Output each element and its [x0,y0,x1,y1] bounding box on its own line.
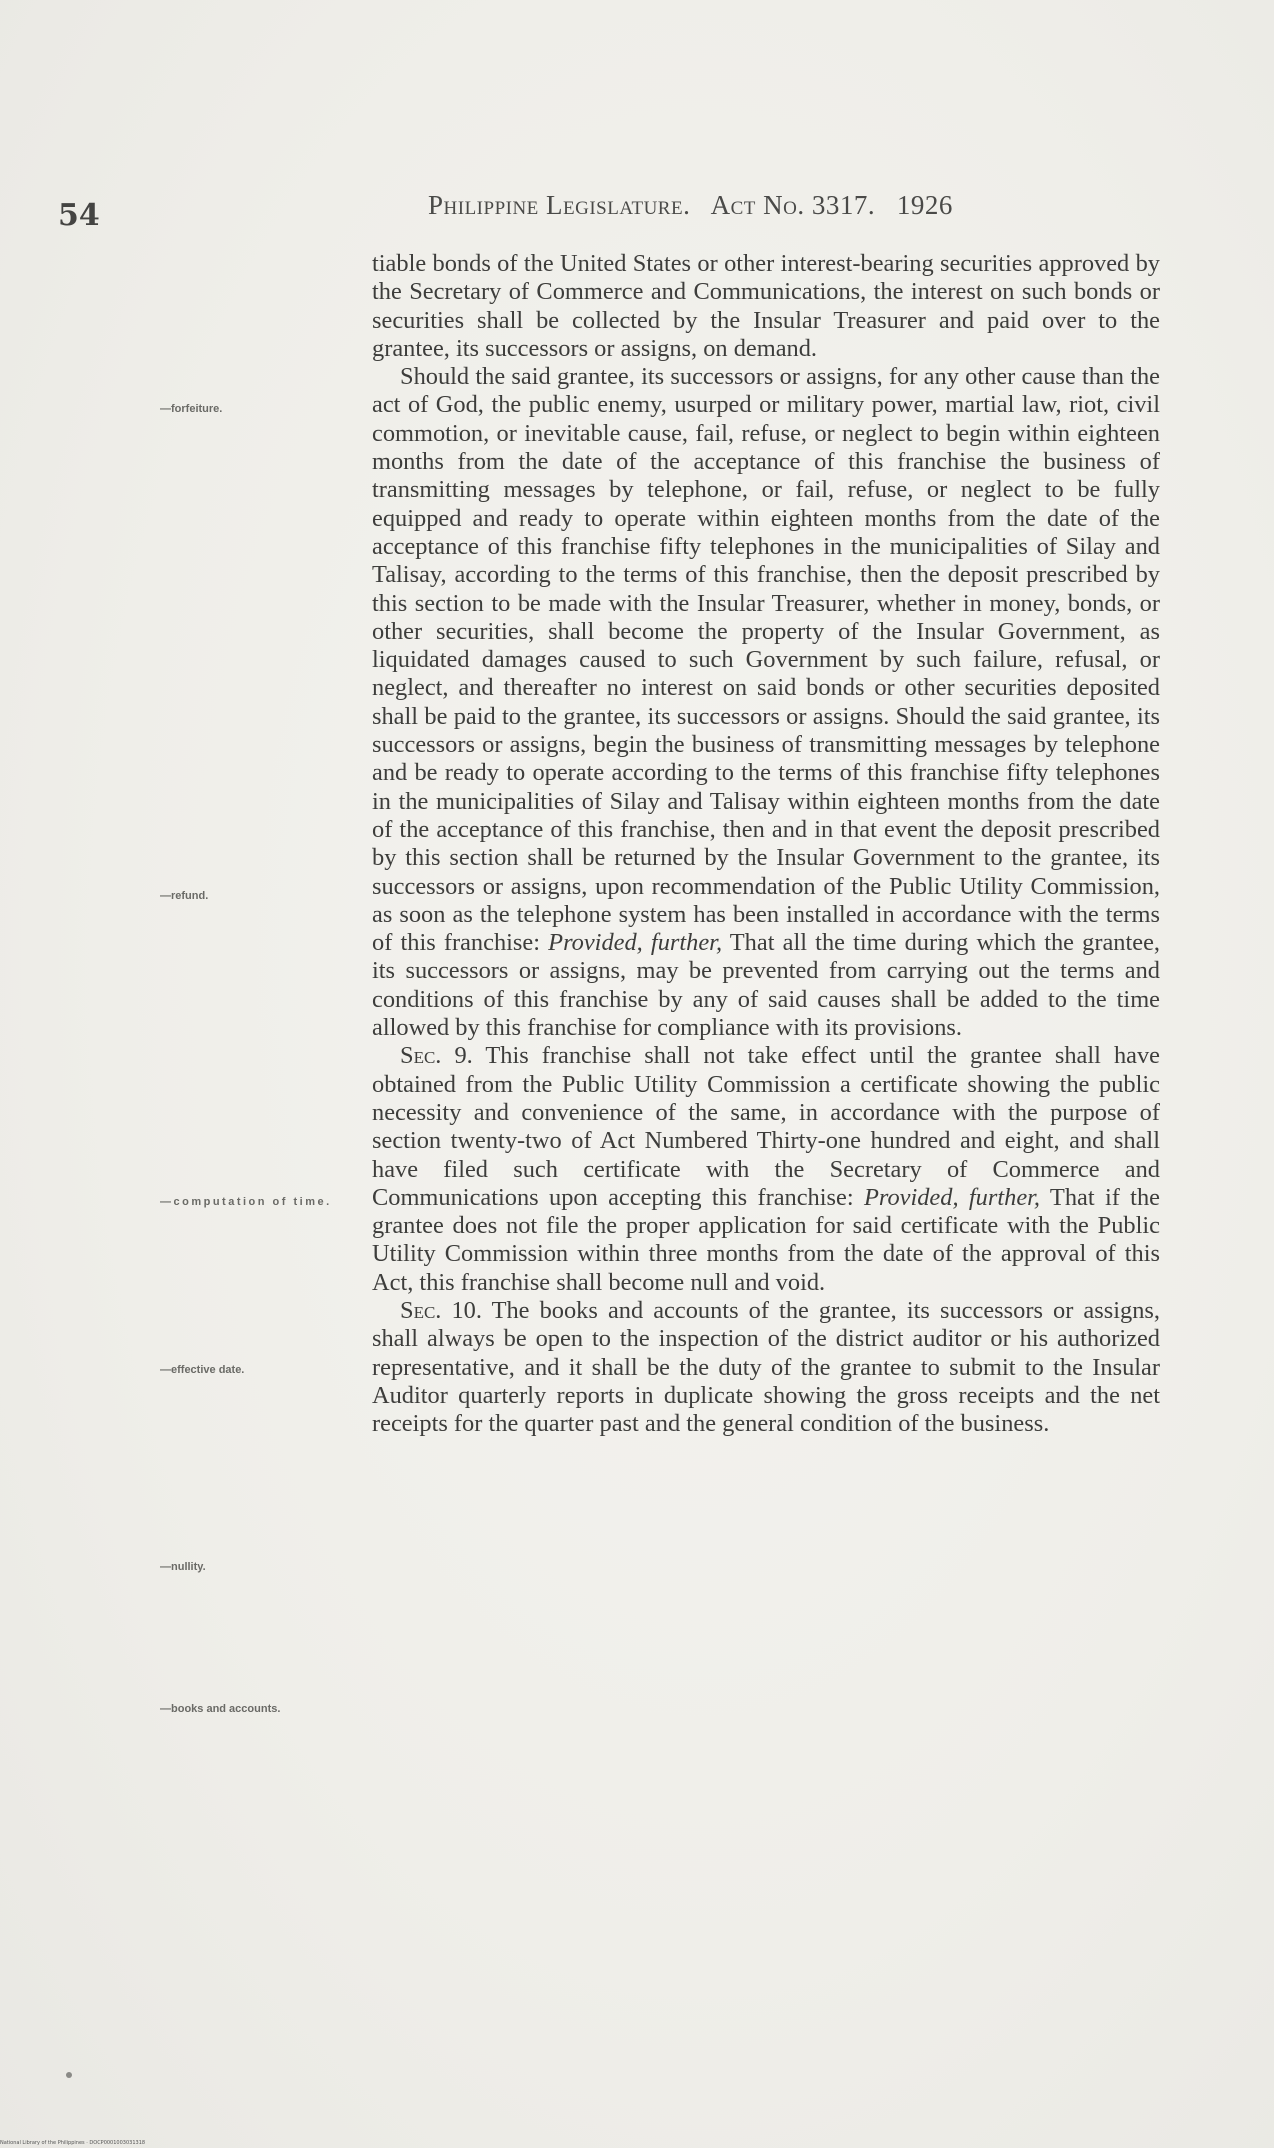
section-text: This franchise shall not take effect until the grantee shall have obtained from the Public Utility Commission a certificate showing the public necessity and convenience of the same, in accordance with the purpose of section twenty-two of Act Numbered Thirty-one hundred and eight, and shall have filed such certificate with the Secretary of Commerce and Communications upon accepting this franchise: [372,1042,1161,1211]
section-label: Sec. 10. [400,1296,482,1324]
section-text-end: That if the grantee does not file the proper application for said certificate with the Public Utility Commission within three months from the date of the approval of this Act, this franchise shall become null and void. [372,1183,1160,1296]
scan-footer: National Library of the Philippines · DOCP0001003031318 [0,2140,146,2146]
ink-dot [66,2072,72,2078]
paragraph-forfeiture [372,363,1160,1042]
margin-note-refund: —refund. [160,890,209,902]
paragraph-text-end: That all the time during which the grantee, its successors or assigns, may be prevented from carrying out the terms and conditions of this franchise by any of said causes shall be added to the time allowed by this franchise for compliance with its provisions. [372,929,1161,1042]
proviso-italic: Provided, further, [548,929,723,957]
section-10 [372,1297,1160,1438]
margin-note-computation: —computation of time. [160,1196,332,1208]
section-9 [372,1042,1160,1297]
paragraph-continued: tiable bonds of the United States or other interest-bearing securities approved by the Secretary of Commerce and Communications, the interest on such bonds or securities shall be collected by the Insular Treasurer and paid over to the grantee, its successors or assigns, on demand. [372,250,1160,362]
body-text [372,250,1160,1438]
section-label: Sec. 9. [400,1042,473,1070]
page-number: 54 [58,198,100,233]
running-head: Philippine Legislature. Act No. 3317. 1926 [428,190,953,220]
section-text: The books and accounts of the grantee, its successors or assigns, shall always be open to the inspection of the district auditor or his authorized representative, and it shall be the duty of the grantee to submit to the Insular Auditor quarterly reports in duplicate showing the gross receipts and the net receipts for the quarter past and the general condition of the business. [372,1296,1160,1438]
margin-note-forfeiture: —forfeiture. [160,403,223,415]
proviso-italic: Provided, further, [863,1183,1041,1211]
paragraph-text: Should the said grantee, its successors or assigns, for any other cause than the act of God, the public enemy, usurped or military power, martial law, riot, civil commotion, or inevitable cause, fail, refuse, or neglect to begin within eighteen months from the date of the acceptance of this franchise the business of transmitting messages by telephone, or fail, refuse, or neglect to be fully equipped and ready to operate within eighteen months from the date of the acceptance of this franchise fifty telephones in the municipalities of Silay and Talisay, according to the terms of this franchise, then the deposit prescribed by this section to be made with the Insular Treasurer, whether in money, bonds, or other securities, shall become the property of the Insular Government, as liquidated damages caused to such Government by such failure, refusal, or neglect, and thereafter no interest on said bonds or other securities deposited shall be paid to the grantee, its successors or assigns. Should the said grantee, its successors or assigns, begin the business of transmitting messages by telephone and be ready to operate according to the terms of this franchise fifty telephones in the municipalities of Silay and Talisay within eighteen months from the date of the acceptance of this franchise, then and in that event the deposit prescribed by this section shall be returned by the Insular Government to the grantee, its successors or assigns, upon recommendation of the Public Utility Commission, as soon as the telephone system has been installed in accordance with the terms of this franchise: [372,363,1160,957]
margin-note-books-accounts: —books and accounts. [160,1703,281,1715]
margin-note-nullity: —nullity. [160,1561,206,1573]
margin-note-effective-date: —effective date. [160,1364,245,1376]
